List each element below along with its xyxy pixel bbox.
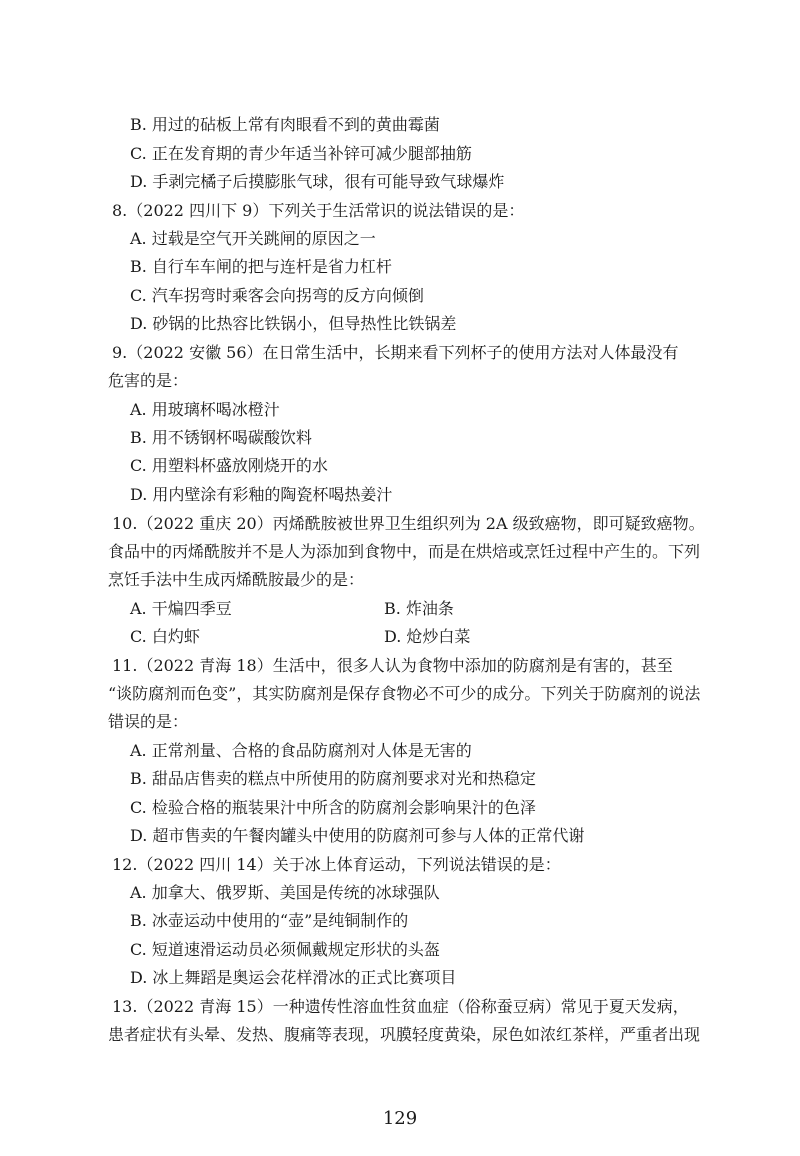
- option-d-q11: D. 超市售卖的午餐肉罐头中使用的防腐剂可参与人体的正常代谢: [130, 826, 585, 845]
- question-9-line-1: 9.（2022 安徽 56）在日常生活中，长期来看下列杯子的使用方法对人体最没有: [112, 343, 679, 362]
- option-b-q8: B. 自行车车闸的把与连杆是省力杠杆: [130, 257, 392, 276]
- option-b-q9: B. 用不锈钢杯喝碳酸饮料: [130, 428, 312, 447]
- option-a-q11: A. 正常剂量、合格的食品防腐剂对人体是无害的: [130, 741, 472, 760]
- option-d-q12: D. 冰上舞蹈是奥运会花样滑冰的正式比赛项目: [130, 968, 457, 987]
- option-b-q12: B. 冰壶运动中使用的“壶”是纯铜制作的: [130, 911, 409, 930]
- option-c-q11: C. 检验合格的瓶装果汁中所含的防腐剂会影响果汁的色泽: [130, 798, 536, 817]
- option-a-q8: A. 过载是空气开关跳闸的原因之一: [130, 229, 376, 248]
- question-11-line-2: “谈防腐剂而色变”，其实防腐剂是保存食物必不可少的成分。下列关于防腐剂的说法: [108, 684, 701, 703]
- question-13-line-2: 患者症状有头晕、发热、腹痛等表现，巩膜轻度黄染，尿色如浓红茶样，严重者出现: [108, 1025, 701, 1044]
- option-c-q10: C. 白灼虾: [130, 627, 200, 646]
- option-b-q11: B. 甜品店售卖的糕点中所使用的防腐剂要求对光和热稳定: [130, 769, 536, 788]
- question-10-line-3: 烹饪手法中生成丙烯酰胺最少的是：: [108, 570, 365, 589]
- option-b-q7: B. 用过的砧板上常有肉眼看不到的黄曲霉菌: [130, 115, 440, 134]
- option-c-q7: C. 正在发育期的青少年适当补锌可减少腿部抽筋: [130, 144, 472, 163]
- option-d-q8: D. 砂锅的比热容比铁锅小，但导热性比铁锅差: [130, 314, 457, 333]
- question-11-line-3: 错误的是：: [108, 712, 189, 731]
- question-10-line-1: 10.（2022 重庆 20）丙烯酰胺被世界卫生组织列为 2A 级致癌物，即可疑致癌物。: [112, 514, 705, 533]
- question-11-line-1: 11.（2022 青海 18）生活中，很多人认为食物中添加的防腐剂是有害的，甚至: [112, 656, 673, 675]
- question-12: 12.（2022 四川 14）关于冰上体育运动，下列说法错误的是：: [112, 855, 561, 874]
- option-c-q12: C. 短道速滑运动员必须佩戴规定形状的头盔: [130, 940, 440, 959]
- option-c-q9: C. 用塑料杯盛放刚烧开的水: [130, 456, 328, 475]
- option-c-q8: C. 汽车拐弯时乘客会向拐弯的反方向倾倒: [130, 286, 424, 305]
- option-d-q10: D. 炝炒白菜: [384, 627, 471, 646]
- option-a-q12: A. 加拿大、俄罗斯、美国是传统的冰球强队: [130, 883, 440, 902]
- question-10-line-2: 食品中的丙烯酰胺并不是人为添加到食物中，而是在烘焙或烹饪过程中产生的。下列: [108, 542, 701, 561]
- option-d-q7: D. 手剥完橘子后摸膨胀气球，很有可能导致气球爆炸: [130, 172, 505, 191]
- question-8: 8.（2022 四川下 9）下列关于生活常识的说法错误的是：: [112, 201, 525, 220]
- option-b-q10: B. 炸油条: [384, 599, 454, 618]
- option-a-q9: A. 用玻璃杯喝冰橙汁: [130, 400, 280, 419]
- page-number: 129: [382, 1108, 418, 1129]
- option-d-q9: D. 用内壁涂有彩釉的陶瓷杯喝热姜汁: [130, 485, 393, 504]
- option-a-q10: A. 干煸四季豆: [130, 599, 232, 618]
- question-9-line-2: 危害的是：: [108, 371, 189, 390]
- question-13-line-1: 13.（2022 青海 15）一种遗传性溶血性贫血症（俗称蚕豆病）常见于夏天发病，: [112, 997, 689, 1016]
